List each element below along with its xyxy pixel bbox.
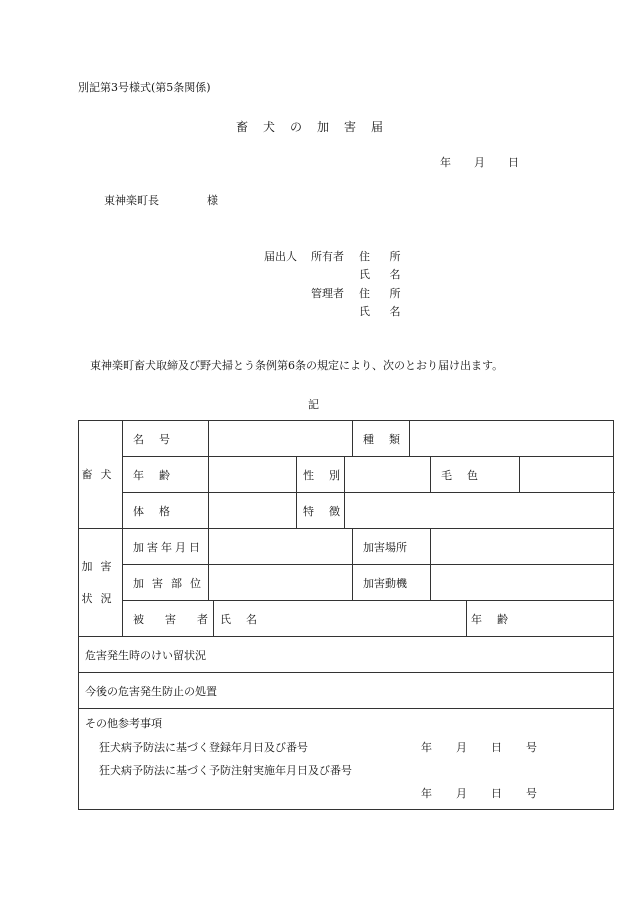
manager-label: 管理者 bbox=[311, 287, 344, 300]
other-notes-row bbox=[79, 709, 614, 810]
addressee-name: 東神楽町長 bbox=[104, 194, 159, 207]
damage-place-field bbox=[431, 529, 614, 565]
date-line: 年 月 日 bbox=[440, 156, 525, 169]
manager-name-label: 氏 名 bbox=[359, 305, 409, 318]
victim-label: 被害者 bbox=[123, 601, 214, 637]
dog-breed-field bbox=[410, 421, 614, 457]
damage-body-part-field bbox=[209, 565, 353, 601]
damage-place-label: 加害場所 bbox=[353, 529, 431, 565]
other-notes-heading: その他参考事項 bbox=[85, 717, 162, 730]
page-title: 畜犬の加害届 bbox=[236, 120, 399, 134]
dog-build-field bbox=[209, 493, 297, 529]
leash-status-row: 危害発生時のけい留状況 bbox=[79, 637, 614, 673]
note-heading: 記 bbox=[308, 398, 319, 411]
dog-color-label: 毛色 bbox=[431, 457, 520, 493]
dog-sex-label: 性別 bbox=[297, 457, 345, 493]
dog-age-label: 年齢 bbox=[123, 457, 209, 493]
dog-features-field bbox=[345, 493, 614, 529]
victim-name-label: 氏名 bbox=[214, 601, 467, 637]
addressee-honorific: 様 bbox=[207, 194, 218, 207]
dog-section: 畜犬 bbox=[79, 421, 123, 529]
manager-address-label: 住 所 bbox=[359, 287, 409, 300]
damage-body-part-label: 加害部位 bbox=[123, 565, 209, 601]
damage-date-label: 加害年月日 bbox=[123, 529, 209, 565]
victim-age-label: 年齢 bbox=[467, 601, 614, 637]
dog-breed-label: 種類 bbox=[353, 421, 410, 457]
dog-age-field bbox=[209, 457, 297, 493]
damage-section: 加害 状況 bbox=[79, 529, 123, 637]
damage-motive-field bbox=[431, 565, 614, 601]
statement: 東神楽町畜犬取締及び野犬掃とう条例第6条の規定により、次のとおり届け出ます。 bbox=[90, 359, 504, 372]
registration-line: 狂犬病予防法に基づく登録年月日及び番号 bbox=[99, 741, 308, 754]
applicant-label: 届出人 bbox=[264, 250, 297, 263]
owner-name-label: 氏 名 bbox=[359, 268, 409, 281]
vaccination-date-number: 年月日号 bbox=[421, 787, 561, 800]
dog-name-field bbox=[209, 421, 353, 457]
owner-address-label: 住 所 bbox=[359, 250, 409, 263]
damage-motive-label: 加害動機 bbox=[353, 565, 431, 601]
dog-sex-field bbox=[345, 457, 431, 493]
dog-build-label: 体格 bbox=[123, 493, 209, 529]
form-number: 別記第3号様式(第5条関係) bbox=[78, 81, 211, 94]
vaccination-line: 狂犬病予防法に基づく予防注射実施年月日及び番号 bbox=[99, 764, 352, 777]
prevention-row: 今後の危害発生防止の処置 bbox=[79, 673, 614, 709]
dog-features-label: 特徴 bbox=[297, 493, 345, 529]
dog-color-field bbox=[520, 457, 614, 493]
damage-date-field bbox=[209, 529, 353, 565]
dog-name-label: 名号 bbox=[123, 421, 209, 457]
registration-date-number: 年月日号 bbox=[421, 741, 561, 754]
form-table bbox=[78, 420, 614, 810]
owner-label: 所有者 bbox=[311, 250, 344, 263]
